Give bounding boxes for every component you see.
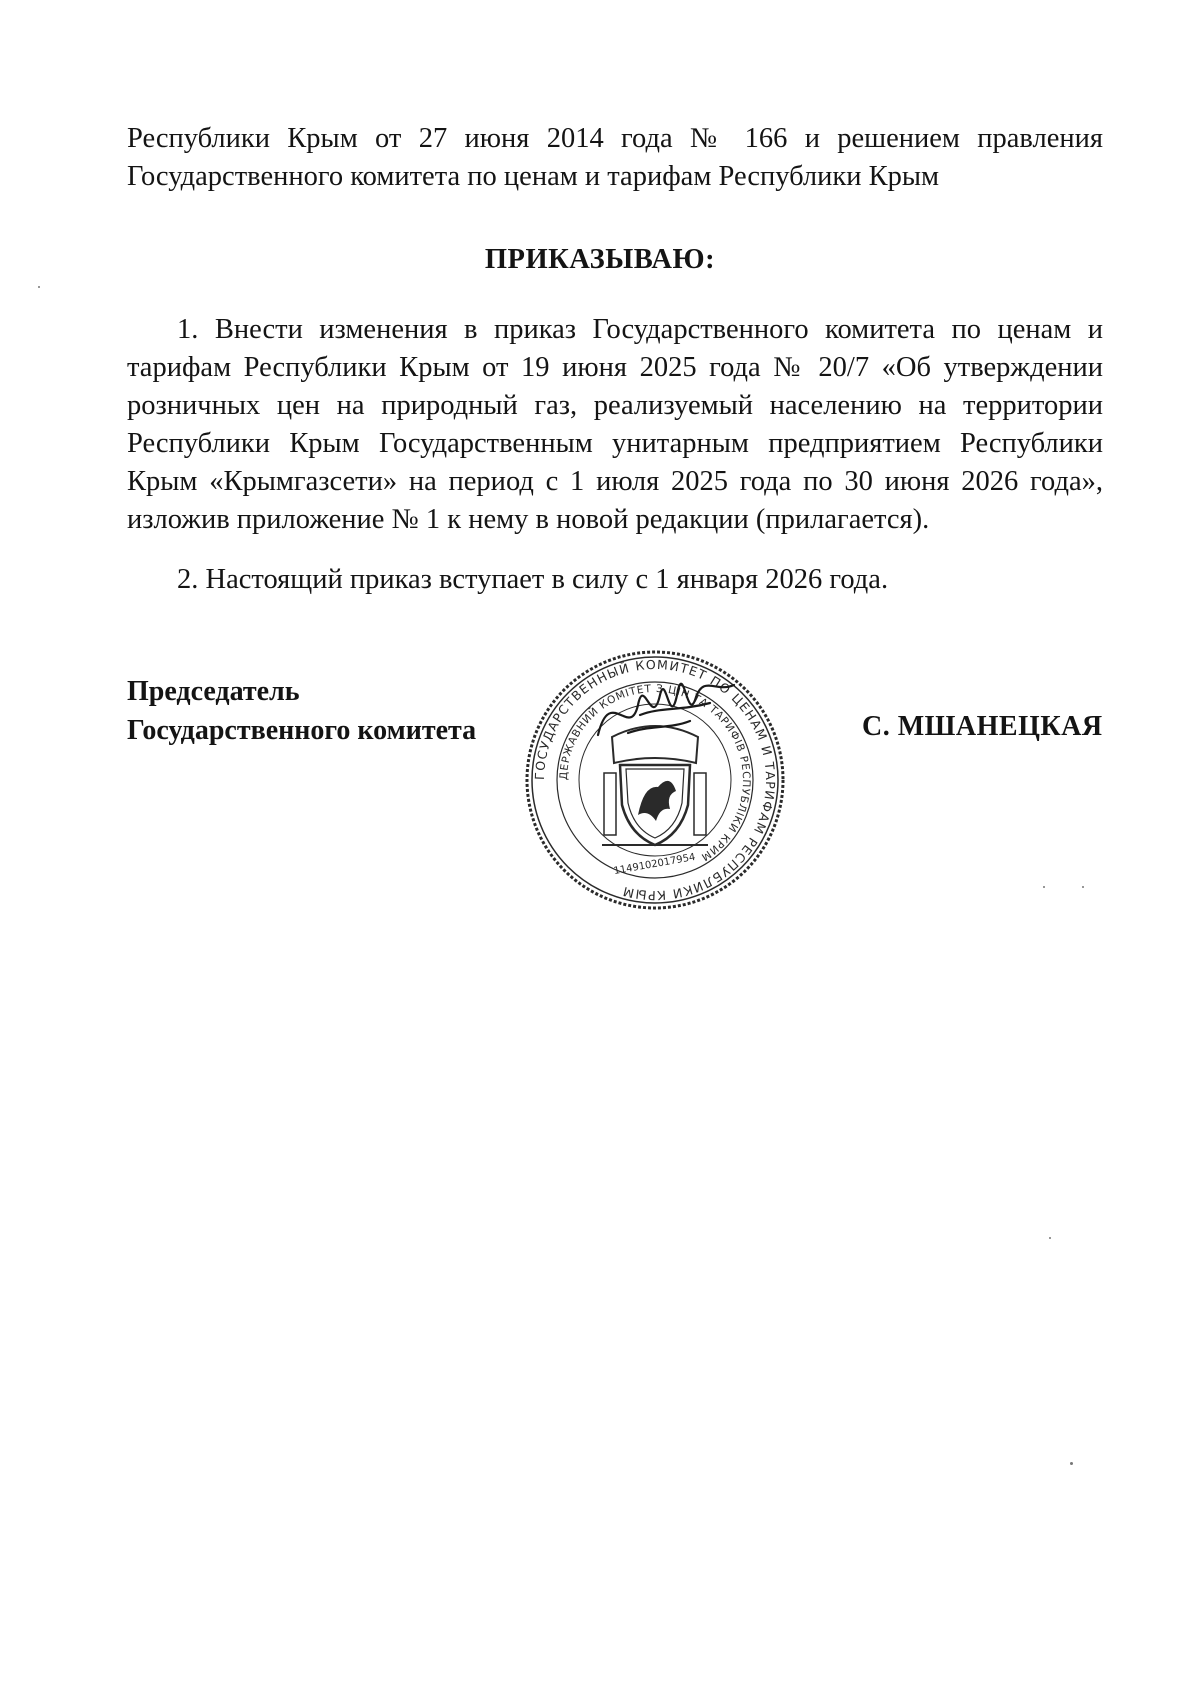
coat-of-arms-icon — [602, 726, 708, 845]
signer-title-line-2: Государственного комитета — [127, 715, 477, 746]
signer-name: С. МШАНЕЦКАЯ — [862, 711, 1103, 742]
seal-inner-text: ДЕРЖАВНИЙ КОМІТЕТ З ЦІН ТА ТАРИФІВ РЕСПУБЛІКИ КРИМ — [557, 682, 753, 864]
seal-code: 1149102017954 — [612, 851, 697, 878]
item1-line: Крым «Крымгазсети» на период с 1 июля 2025 года по 30 июня 2026 года», — [127, 466, 1103, 497]
intro-line-2: Государственного комитета по ценам и тарифам Республики Крым — [127, 161, 940, 192]
order-item-2: 2. Настоящий приказ вступает в силу с 1 января 2026 года. — [177, 564, 889, 595]
scan-speck — [1049, 1237, 1051, 1239]
item1-line: 1. Внести изменения в приказ Государственного комитета по ценам и — [177, 314, 1103, 345]
item1-line: изложив приложение № 1 к нему в новой редакции (прилагается). — [127, 504, 930, 535]
intro-line-1: Республики Крым от 27 июня 2014 года № 166 и решением правления — [127, 123, 1103, 154]
order-heading: ПРИКАЗЫВАЮ: — [484, 244, 716, 275]
item1-line: тарифам Республики Крым от 19 июня 2025 года № 20/7 «Об утверждении — [127, 352, 1103, 383]
intro-paragraph — [127, 120, 1103, 196]
item1-line: Республики Крым Государственным унитарным предприятием Республики — [127, 428, 1103, 459]
official-seal-icon — [520, 645, 790, 915]
scan-speck — [38, 286, 40, 288]
scan-speck — [1070, 1462, 1073, 1465]
item1-line: розничных цен на природный газ, реализуемый населению на территории — [127, 390, 1103, 421]
seal-outer-text: ГОСУДАРСТВЕННЫЙ КОМИТЕТ ПО ЦЕНАМ И ТАРИФАМ РЕСПУБЛИКИ КРЫМ — [531, 656, 779, 904]
signer-title — [127, 672, 476, 750]
scan-speck — [1043, 886, 1045, 888]
scan-speck — [1082, 886, 1084, 888]
signer-title-line-1: Председатель — [127, 676, 300, 707]
order-item-1 — [127, 311, 1103, 539]
